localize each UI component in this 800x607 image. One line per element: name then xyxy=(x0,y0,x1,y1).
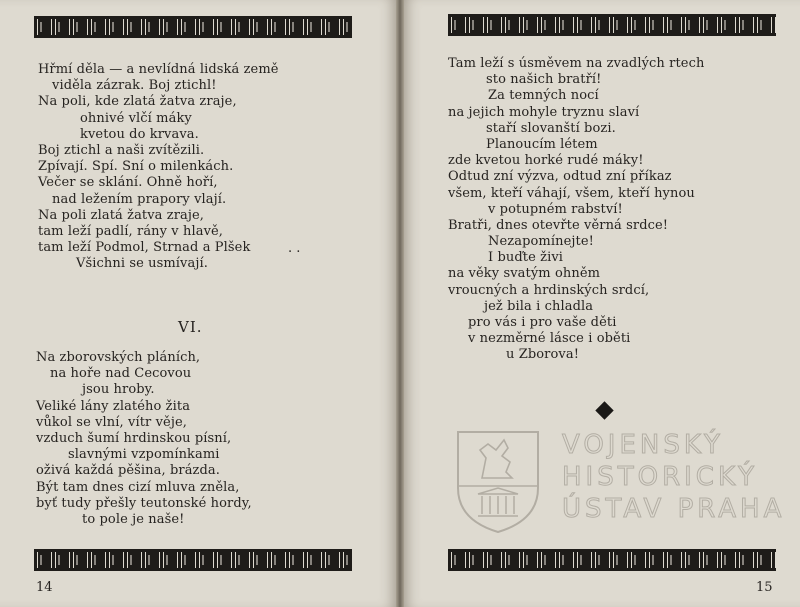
verse-line: Na poli, kde zlatá žatva zraje, xyxy=(38,94,237,110)
verse-line: Planoucím létem xyxy=(486,136,598,152)
verse-stanza-1 xyxy=(38,62,279,272)
verse-line: Tam leží s úsměvem na zvadlých rtech xyxy=(448,56,705,71)
verse-line: pro vás i pro vaše děti xyxy=(468,315,617,330)
verse-line: na hoře nad Cecovou xyxy=(50,366,192,382)
verse-line: nad ležením prapory vlají. xyxy=(52,191,227,207)
top-ornament-border xyxy=(448,14,776,36)
verse-line: vzduch šumí hrdinskou písní, xyxy=(36,430,232,446)
top-ornament-border xyxy=(34,16,352,38)
verse-line: Za temných nocí xyxy=(488,88,599,104)
verse-line: jsou hroby. xyxy=(82,382,155,398)
section-heading: VI. xyxy=(178,318,203,336)
verse-line: to pole je naše! xyxy=(82,511,185,527)
bottom-ornament-border xyxy=(34,549,352,571)
verse-line: u Zborova! xyxy=(506,347,580,363)
verse-line: I buďte živi xyxy=(488,250,564,266)
verse-line: na jejich mohyle tryznu slaví xyxy=(448,104,640,120)
verse-line: jež bila i chladla xyxy=(484,298,594,314)
verse-line: Večer se sklání. Ohně hoří, xyxy=(38,175,218,191)
stray-dots: . . xyxy=(288,241,301,256)
verse-line: Všichni se usmívají. xyxy=(76,256,208,272)
verse-line: tam leží padlí, rány v hlavě, xyxy=(38,223,224,239)
verse-stanza xyxy=(448,56,704,364)
verse-line: oživá každá pěšina, brázda. xyxy=(36,463,221,479)
verse-line: tam leží Podmol, Strnad a Plšek xyxy=(38,240,251,256)
verse-line: Na poli zlatá žatva zraje, xyxy=(38,207,205,223)
verse-line: ohnivé vlčí máky xyxy=(80,110,192,126)
verse-line: vroucných a hrdinských srdcí, xyxy=(448,282,650,298)
diamond-ornament-icon xyxy=(595,401,613,419)
lion-shield-emblem-icon xyxy=(452,428,544,536)
verse-line: slavnými vzpomínkami xyxy=(68,447,220,463)
verse-line: Zpívají. Spí. Sní o milenkách. xyxy=(38,159,234,175)
archive-watermark xyxy=(452,428,786,538)
page-number: 14 xyxy=(36,580,53,595)
left-page xyxy=(0,0,396,607)
verse-line: Veliké lány zlatého žita xyxy=(36,398,191,414)
page-number: 15 xyxy=(756,580,773,595)
verse-line: Na zborovských pláních, xyxy=(36,350,201,365)
watermark-line: ÚSTAV PRAHA xyxy=(562,494,786,524)
verse-line: byť tudy přešly teutonské hordy, xyxy=(36,495,252,511)
verse-line: na věky svatým ohněm xyxy=(448,266,601,282)
verse-line: v nezměrné lásce i oběti xyxy=(468,331,631,347)
verse-line: kvetou do krvava. xyxy=(80,126,199,142)
verse-line: v potupném rabství! xyxy=(488,201,623,217)
verse-line: Nezapomínejte! xyxy=(488,234,594,250)
verse-line: staří slovanští bozi. xyxy=(486,120,616,136)
watermark-line: HISTORICKÝ xyxy=(562,462,758,492)
verse-stanza-2 xyxy=(36,350,252,528)
verse-line: Boj ztichl a naši zvítězili. xyxy=(38,142,205,158)
watermark-line: VOJENSKÝ xyxy=(562,430,724,460)
verse-line: vůkol se vlní, vítr věje, xyxy=(36,414,187,430)
book-gutter xyxy=(396,0,404,607)
verse-line: Hřmí děla — a nevlídná lidská země xyxy=(38,62,279,77)
verse-line: zde kvetou horké rudé máky! xyxy=(448,153,644,169)
verse-line: Odtud zní výzva, odtud zní příkaz xyxy=(448,169,672,185)
verse-line: sto našich bratří! xyxy=(486,72,602,88)
bottom-ornament-border xyxy=(448,549,776,571)
verse-line: Bratři, dnes otevřte věrná srdce! xyxy=(448,217,669,233)
verse-line: všem, kteří váhají, všem, kteří hynou xyxy=(448,185,695,201)
verse-line: viděla zázrak. Boj ztichl! xyxy=(52,78,217,94)
verse-line: Být tam dnes cizí mluva zněla, xyxy=(36,479,240,495)
